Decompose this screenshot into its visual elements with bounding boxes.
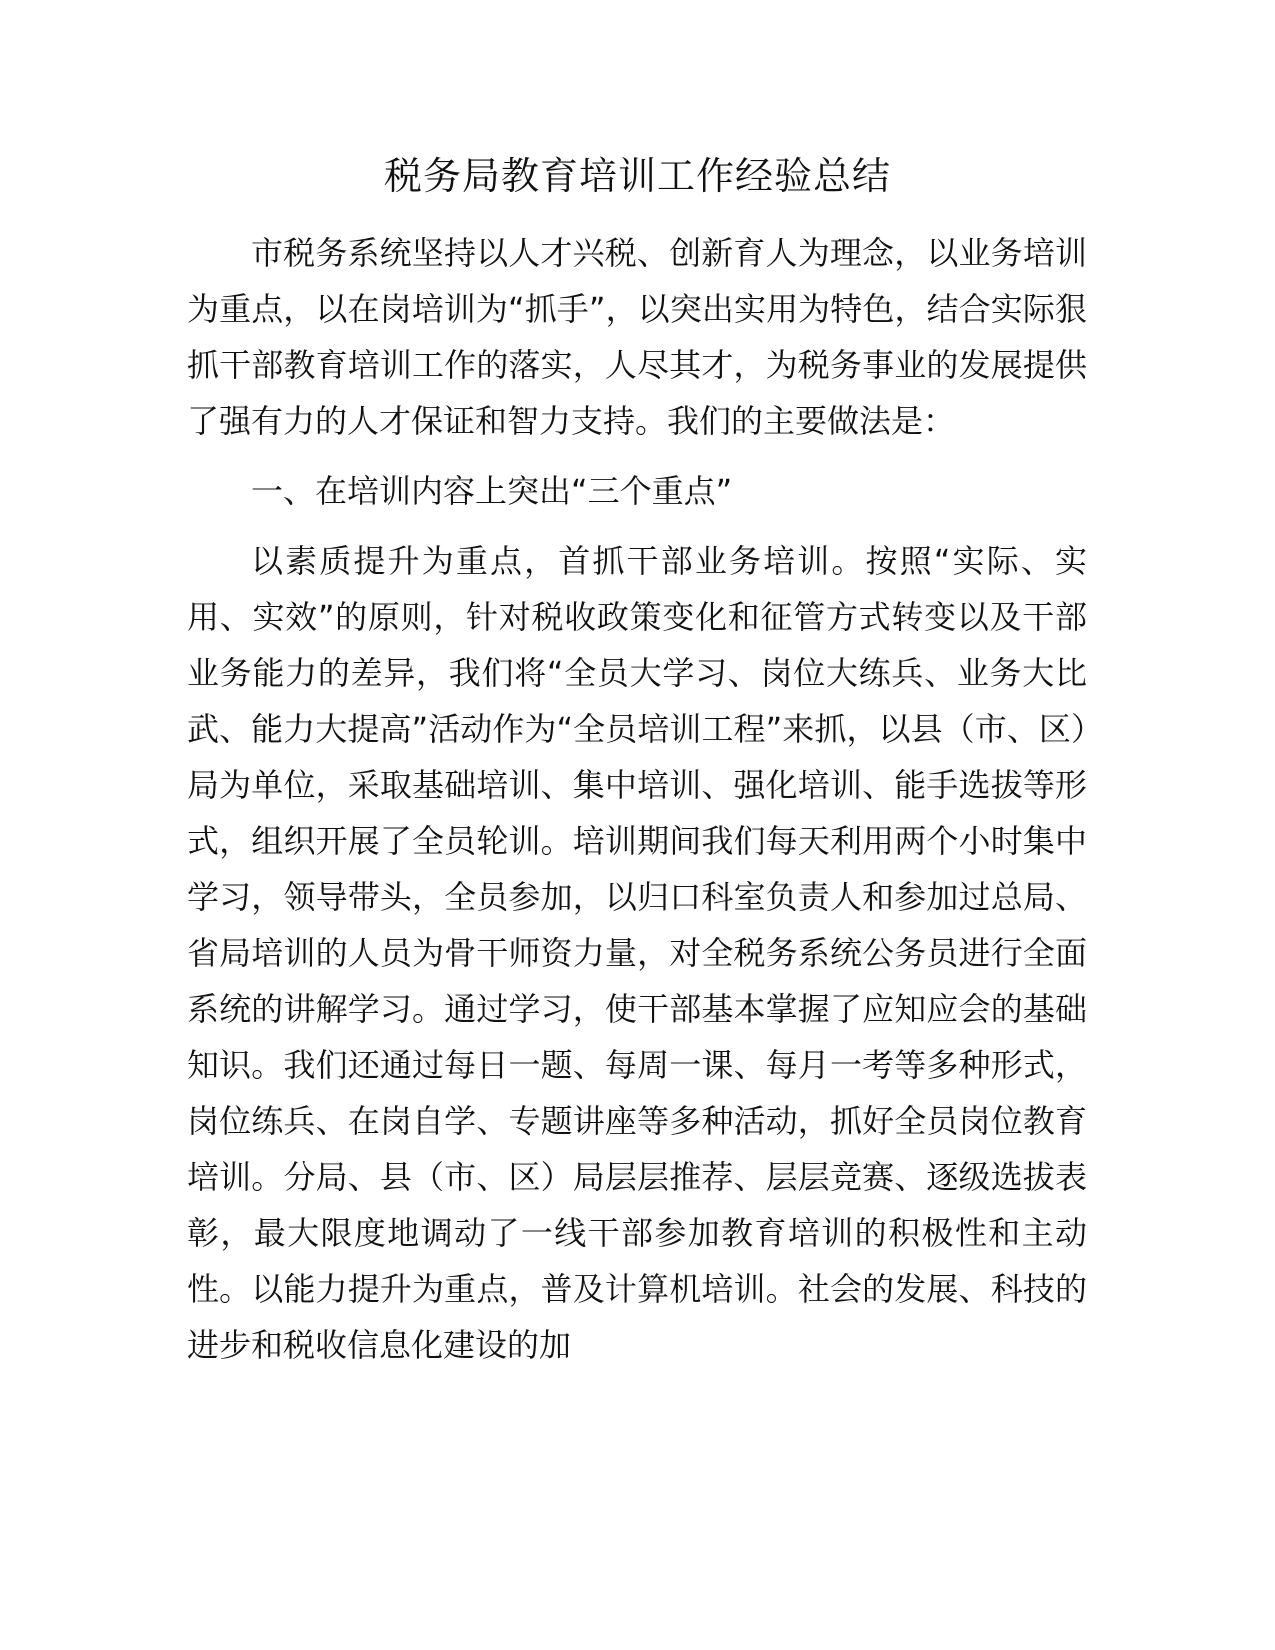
document-title: 税务局教育培训工作经验总结: [383, 154, 891, 198]
document-body: [187, 225, 1087, 1373]
intro-paragraph: 市税务系统坚持以人才兴税、创新育人为理念，以业务培训为重点，以在岗培训为“抓手”，以突出实用为特色，结合实际狠抓干部教育培训工作的落实，人尽其才，为税务事业的发展提供了强有力的人才保证和智力支持。我们的主要做法是：: [187, 234, 1087, 440]
section-heading: 一、在培训内容上突出“三个重点”: [251, 472, 733, 510]
body-paragraph: 以素质提升为重点，首抓干部业务培训。按照“实际、实用、实效”的原则，针对税收政策变化和征管方式转变以及干部业务能力的差异，我们将“全员大学习、岗位大练兵、业务大比武、能力大提高”活动作为“全员培训工程”来抓，以县（市、区）局为单位，采取基础培训、集中培训、强化培训、能手选拔等形式，组织开展了全员轮训。培训期间我们每天利用两个小时集中学习，领导带头，全员参加，以归口科室负责人和参加过总局、省局培训的人员为骨干师资力量，对全税务系统公务员进行全面系统的讲解学习。通过学习，使干部基本掌握了应知应会的基础知识。我们还通过每日一题、每周一课、每月一考等多种形式，岗位练兵、在岗自学、专题讲座等多种活动，抓好全员岗位教育培训。分局、县（市、区）局层层推荐、层层竞赛、逐级选拔表彰，最大限度地调动了一线干部参加教育培训的积极性和主动性。以能力提升为重点，普及计算机培训。社会的发展、科技的进步和税收信息化建设的加: [187, 542, 1087, 1364]
